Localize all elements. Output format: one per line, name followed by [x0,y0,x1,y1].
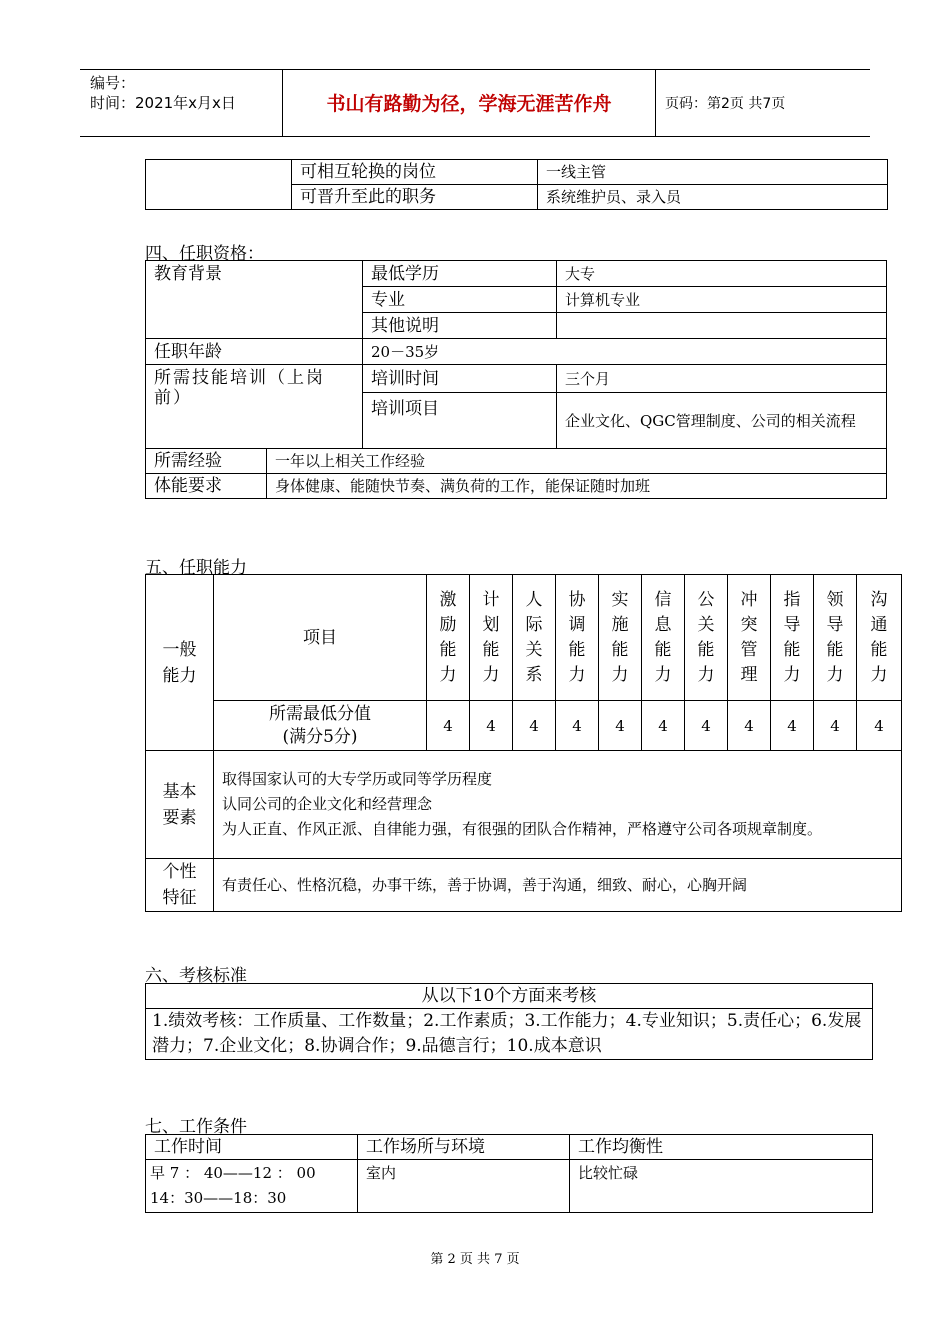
work-time-line1: 早 7 ： 40——12 ： 00 [150,1164,316,1182]
general-ability-label [146,575,214,751]
personality-label [146,859,214,912]
rotation-label: 可相互轮换的岗位 [292,160,538,185]
other-value [557,313,887,339]
age-label: 任职年龄 [146,339,363,365]
ability-name: 人际关系 [525,589,543,685]
ability-score: 4 [728,701,771,751]
ability-score: 4 [857,701,902,751]
train-item-value: 企业文化、QGC管理制度、公司的相关流程 [557,393,887,449]
skill-training-label: 所需技能培训（上岗前） [146,365,363,449]
work-place-header: 工作场所与环境 [358,1135,570,1160]
min-score-label [214,701,427,751]
ability-header [513,575,556,701]
train-time-label: 培训时间 [363,365,557,393]
empty-cell [146,160,292,210]
ability-score: 4 [556,701,599,751]
age-value: 20－35岁 [363,339,887,365]
section-5-title: 五、任职能力 [145,558,247,578]
ability-name: 公关能力 [697,589,715,685]
ability-header [771,575,814,701]
ability-name: 计划能力 [482,589,500,685]
assessment-content: 1.绩效考核：工作质量、工作数量；2.工作素质；3.工作能力；4.专业知识；5.责任心；6.发展潜力；7.企业文化；8.协调合作；9.品德言行；10.成本意识 [146,1009,873,1060]
basic-line: 取得国家认可的大专学历或同等学历程度 [222,770,493,788]
ability-name: 指导能力 [783,589,801,685]
section-7-title: 七、工作条件 [145,1117,247,1137]
assessment-heading: 从以下10个方面来考核 [146,984,873,1009]
section-4-title: 四、任职资格： [145,244,264,264]
min-score-line2: (满分5分) [282,726,358,747]
edu-label: 教育背景 [146,261,363,339]
ability-header [427,575,470,701]
phys-value: 身体健康、能随快节奏、满负荷的工作，能保证随时加班 [267,474,887,499]
personality-text: 个性特征 [162,862,197,908]
ability-header [642,575,685,701]
page-footer: 第 2 页 共 7 页 [430,1252,520,1267]
promotion-value: 系统维护员、录入员 [538,185,888,210]
header-bottom-line [80,136,870,137]
ability-score: 4 [771,701,814,751]
ability-header [470,575,513,701]
header-motto: 书山有路勤为径，学海无涯苦作舟 [326,93,612,115]
doc-number-label: 编号： [90,74,136,92]
ability-header [599,575,642,701]
ability-score: 4 [814,701,857,751]
train-time-value: 三个月 [557,365,887,393]
min-edu-label: 最低学历 [363,261,557,287]
ability-header [857,575,902,701]
doc-time-label: 时间：2021年x月x日 [90,94,236,112]
ability-score: 4 [470,701,513,751]
basic-factor-text: 基本要素 [162,781,197,828]
work-place-value: 室内 [358,1160,570,1213]
assessment-table [145,983,873,1060]
basic-factor-content [214,751,902,859]
rotation-value: 一线主管 [538,160,888,185]
ability-name: 实施能力 [611,589,629,685]
qualification-table [145,260,887,499]
major-value: 计算机专业 [557,287,887,313]
basic-line: 为人正直、作风正派、自律能力强，有很强的团队合作精神，严格遵守公司各项规章制度。 [222,820,823,838]
work-balance-header: 工作均衡性 [570,1135,873,1160]
ability-name: 激励能力 [439,589,457,685]
header-page-number: 页码：第2页 共7页 [665,96,786,112]
other-label: 其他说明 [363,313,557,339]
ability-header [814,575,857,701]
phys-label: 体能要求 [146,474,267,499]
ability-score: 4 [599,701,642,751]
header-divider [655,69,656,136]
min-edu-value: 大专 [557,261,887,287]
ability-score: 4 [427,701,470,751]
rotation-table [145,159,888,210]
ability-header [556,575,599,701]
ability-score: 4 [513,701,556,751]
work-condition-table [145,1134,873,1213]
train-item-label: 培训项目 [363,393,557,449]
work-time-line2: 14：30——18：30 [150,1189,287,1207]
exp-value: 一年以上相关工作经验 [267,449,887,474]
ability-score: 4 [642,701,685,751]
work-time-value [146,1160,358,1213]
ability-name: 沟通能力 [870,589,888,685]
item-label: 项目 [214,575,427,701]
section-6-title: 六、考核标准 [145,966,247,986]
ability-name: 领导能力 [826,589,844,685]
personality-value: 有责任心、性格沉稳，办事干练，善于协调，善于沟通，细致、耐心，心胸开阔 [214,859,902,912]
ability-name: 冲突管理 [740,589,758,685]
basic-factor-label [146,751,214,859]
basic-line: 认同公司的企业文化和经营理念 [222,795,433,813]
ability-header [728,575,771,701]
ability-header [685,575,728,701]
general-ability-text: 一般能力 [162,639,197,686]
ability-table [145,574,902,912]
promotion-label: 可晋升至此的职务 [292,185,538,210]
min-score-line1: 所需最低分值 [269,703,371,724]
exp-label: 所需经验 [146,449,267,474]
major-label: 专业 [363,287,557,313]
work-balance-value: 比较忙碌 [570,1160,873,1213]
ability-name: 信息能力 [654,589,672,685]
work-time-header: 工作时间 [146,1135,358,1160]
ability-name: 协调能力 [568,589,586,685]
ability-score: 4 [685,701,728,751]
